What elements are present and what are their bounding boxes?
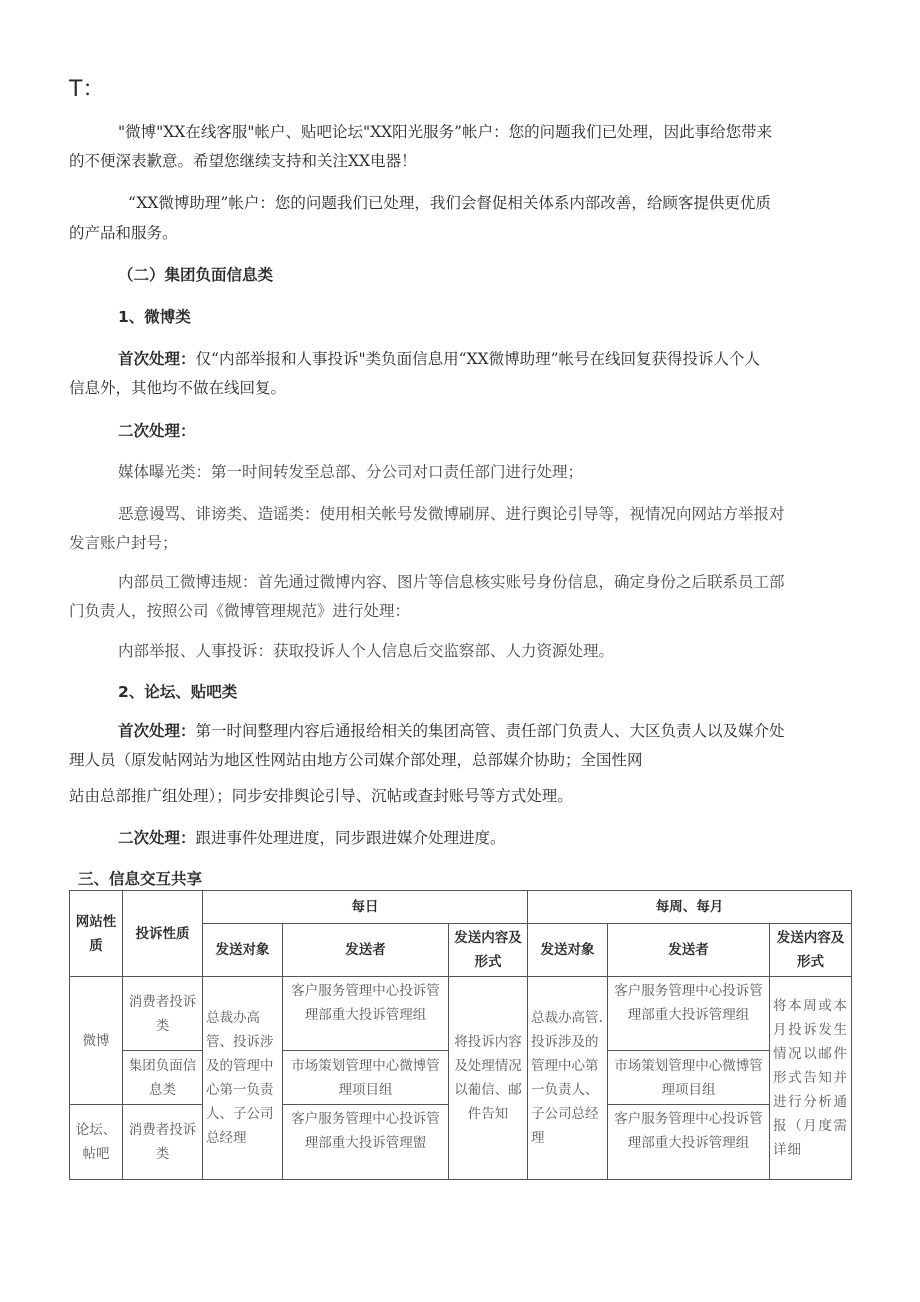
header-weekly-content: 发送内容及形式: [770, 924, 852, 977]
weekly-sender-forum-consumer: 客户服务管理中心投诉管理部重大投诉管理组: [608, 1105, 770, 1180]
forum-first-handling-line-1: [118, 719, 785, 743]
weibo-first-handling-text: 仅“内部举报和人事投诉"类负面信息用“XX微博助理”帐号在线回复获得投诉人个人: [195, 350, 760, 368]
daily-target: 总裁办高管、投诉涉及的管理中心第一负责人、子公司总经理: [203, 977, 283, 1180]
weekly-target: 总裁办高管.投诉涉及的管理中心第一负责人、子公司总经理: [528, 977, 608, 1180]
weibo-first-handling-line-2: 信息外，其他均不做在线回复。: [69, 379, 287, 397]
weekly-sender-group-negative: 市场策划管理中心微博管理项目组: [608, 1051, 770, 1105]
header-site-type: 网站性质: [70, 891, 123, 977]
daily-content: 将投诉内容及处理情况以葡信、邮件告知: [449, 977, 528, 1180]
site-weibo: 微博: [70, 977, 123, 1105]
weibo-second-handling-label: 二次处理：: [118, 422, 196, 440]
media-exposure-text: 媒体曝光类：第一时间转发至总部、分公司对口责任部门进行处理；: [118, 463, 584, 481]
daily-sender-group-negative: 市场策划管理中心微博管理项目组: [283, 1051, 449, 1105]
internal-violation-line-1: 内部员工微博违规：首先通过微博内容、图片等信息核实账号身份信息，确定身份之后联系员工部: [118, 573, 785, 591]
header-daily-sender: 发送者: [283, 924, 449, 977]
reply-paragraph-2-line-2: 的产品和服务。: [69, 224, 178, 242]
complaint-type-group-negative: 集团负面信息类: [123, 1051, 203, 1105]
subheading-weibo: 1、微博类: [118, 308, 191, 326]
reply-paragraph-2-line-1: “XX微博助理”帐户：您的问题我们已处理，我们会督促相关体系内部改善，给顾客提供更优质: [128, 194, 771, 212]
forum-first-handling-label: 首次处理：: [118, 722, 196, 740]
weibo-first-handling-line-1: [118, 347, 760, 371]
forum-second-handling: [118, 826, 506, 850]
reply-paragraph-1-line-2: 的不便深表歉意。希望您继续支持和关注XX电器！: [69, 152, 417, 170]
info-share-table: [69, 890, 852, 1180]
weekly-sender-weibo-consumer: 客户服务管理中心投诉管理部重大投诉管理组: [608, 977, 770, 1051]
daily-sender-forum-consumer: 客户服务管理中心投诉管理部重大投诉管理盥: [283, 1105, 449, 1180]
forum-first-handling-line-2: 理人员（原发帖网站为地区性网站由地方公司媒介部处理，总部媒介协助；全国性网: [69, 751, 643, 769]
weibo-first-handling-label: 首次处理：: [118, 350, 196, 368]
internal-violation-line-2: 门负责人，按照公司《微博管理规范》进行处理：: [69, 602, 411, 620]
malicious-abuse-line-2: 发言账户封号；: [69, 534, 178, 552]
header-daily-content: 发送内容及形式: [449, 924, 528, 977]
reply-paragraph-1-line-1: "微博"XX在线客服"帐户、贴吧论坛"XX阳光服务”帐户：您的问题我们已处理，因此事给您带来: [118, 123, 773, 141]
complaint-type-consumer-weibo: 消费者投诉类: [123, 977, 203, 1051]
malicious-abuse-line-1: 恶意谩骂、诽谤类、造谣类：使用相关帐号发微博刷屏、进行舆论引导等，视情况向网站方举报对: [118, 505, 785, 523]
top-mark: T：: [69, 77, 105, 102]
weekly-content: 将本周或本月投诉发生情况以邮件形式告知并进行分析通报（月度需详细: [770, 977, 852, 1180]
subheading-forum: 2、论坛、贴吧类: [118, 683, 238, 701]
forum-second-handling-label: 二次处理：: [118, 829, 196, 847]
complaint-type-consumer-forum: 消费者投诉类: [123, 1105, 203, 1180]
forum-first-handling-text: 第一时间整理内容后通报给相关的集团高管、责任部门负责人、大区负责人以及媒介处: [195, 722, 785, 740]
internal-report-text: 内部举报、人事投诉：获取投诉人个人信息后交监察部、人力资源处理。: [118, 642, 615, 660]
section-heading-info-share: 三、信息交互共享: [78, 870, 203, 888]
header-daily-target: 发送对象: [203, 924, 283, 977]
forum-first-handling-line-3: 站由总部推广组处理）；同步安排舆论引导、沉帖或查封账号等方式处理。: [69, 787, 573, 805]
header-complaint-type: 投诉性质: [123, 891, 203, 977]
header-weekly-sender: 发送者: [608, 924, 770, 977]
header-daily: 每日: [203, 891, 528, 924]
daily-sender-weibo-consumer: 客户服务管理中心投诉管理部重大投诉管理组: [283, 977, 449, 1051]
header-weekly-target: 发送对象: [528, 924, 608, 977]
forum-second-handling-text: 跟进事件处理进度，同步跟进媒介处理进度。: [195, 829, 506, 847]
section-heading-group-negative: （二）集团负面信息类: [118, 266, 274, 284]
header-weekly-monthly: 每周、每月: [528, 891, 852, 924]
site-forum: 论坛、帖吧: [70, 1105, 123, 1180]
